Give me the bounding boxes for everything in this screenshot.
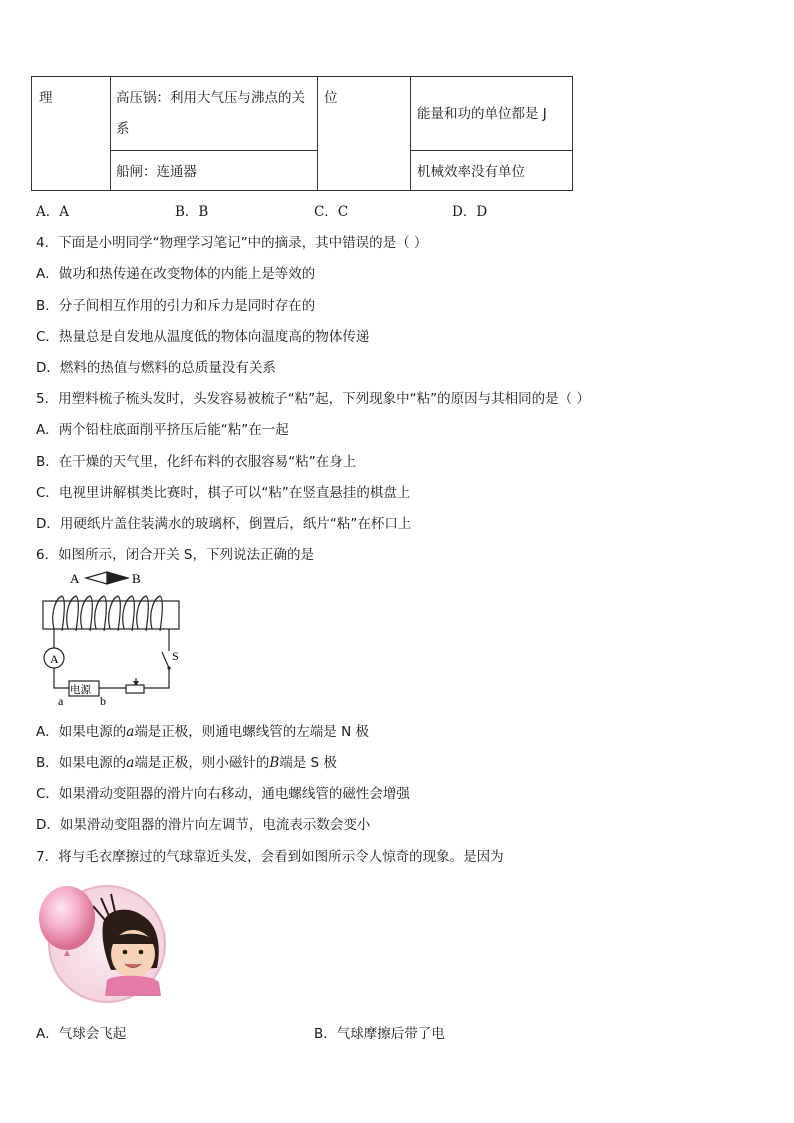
ammeter-label: A (50, 652, 59, 666)
switch (162, 652, 169, 668)
comparison-table (31, 76, 573, 191)
q7-stem: 7．将与毛衣摩擦过的气球靠近头发，会看到如图所示令人惊奇的现象。是因为 (36, 849, 504, 865)
table-cell: 位 (324, 90, 338, 106)
q5-stem: 5．用塑料梳子梳头发时，头发容易被梳子“粘”起，下列现象中“粘”的原因与其相同的是（ ） (36, 391, 590, 407)
q4-stem: 4．下面是小明同学“物理学习笔记”中的摘录，其中错误的是（ ） (36, 235, 428, 251)
power-source-label: 电源 (70, 684, 91, 696)
table-divider (410, 77, 411, 190)
q4-option-b: B．分子间相互作用的引力和斥力是同时存在的 (36, 298, 316, 314)
table-cell: 船闸：连通器 (116, 164, 197, 180)
needle-right (107, 572, 128, 584)
q5-option-d: D．用硬纸片盖住装满水的玻璃杯，倒置后，纸片“粘”在杯口上 (36, 516, 412, 532)
q4-option-d: D．燃料的热值与燃料的总质量没有关系 (36, 360, 276, 376)
table-divider (410, 150, 573, 151)
switch-label: S (172, 649, 179, 663)
needle-label-a: A (70, 571, 80, 586)
left-eye (123, 950, 128, 955)
table-cell: 理 (39, 90, 53, 106)
q5-option-a: A．两个铅柱底面削平挤压后能“粘”在一起 (36, 422, 289, 438)
q4-option-a: A．做功和热传递在改变物体的内能上是等效的 (36, 266, 316, 282)
q7-option-a: A．气球会飞起 (36, 1026, 127, 1042)
switch-pivot (167, 666, 170, 669)
table-cell: 机械效率没有单位 (417, 164, 525, 180)
table-cell: 能量和功的单位都是 J (417, 106, 547, 122)
terminal-a-label: a (58, 694, 64, 708)
circuit-wires (54, 629, 169, 688)
terminal-b-label: b (100, 694, 106, 708)
table-cell: 高压锅：利用大气压与沸点的关 (116, 90, 305, 106)
q3-option-a: A．A (36, 204, 69, 220)
q6-option-a: A．如果电源的a端是正极，则通电螺线管的左端是 N 极 (36, 724, 369, 740)
q3-option-d: D．D (452, 204, 488, 220)
q5-option-c: C．电视里讲解棋类比赛时，棋子可以“粘”在竖直悬挂的棋盘上 (36, 485, 411, 501)
q5-option-b: B．在干燥的天气里，化纤布料的衣服容易“粘”在身上 (36, 454, 357, 470)
needle-label-b: B (132, 571, 141, 586)
clothes (105, 976, 161, 996)
q6-option-d: D．如果滑动变阻器的滑片向左调节，电流表示数会变小 (36, 817, 371, 833)
right-eye (139, 950, 144, 955)
q4-option-c: C．热量总是自发地从温度低的物体向温度高的物体传递 (36, 329, 370, 345)
table-cell: 系 (116, 121, 130, 137)
balloon (39, 886, 95, 950)
balloon-girl-photo (35, 876, 175, 1006)
q6-option-b: B．如果电源的a端是正极，则小磁针的B端是 S 极 (36, 755, 337, 771)
table-divider (110, 77, 111, 190)
rheostat (126, 685, 144, 693)
q3-option-c: C．C (314, 204, 349, 220)
table-divider (317, 77, 318, 190)
q3-option-b: B．B (175, 204, 209, 220)
needle-left (86, 572, 107, 584)
q6-option-c: C．如果滑动变阻器的滑片向右移动，通电螺线管的磁性会增强 (36, 786, 410, 802)
table-divider (110, 150, 317, 151)
q6-stem: 6．如图所示，闭合开关 S，下列说法正确的是 (36, 547, 314, 563)
q7-option-b: B．气球摩擦后带了电 (314, 1026, 445, 1042)
circuit-diagram (36, 568, 206, 710)
